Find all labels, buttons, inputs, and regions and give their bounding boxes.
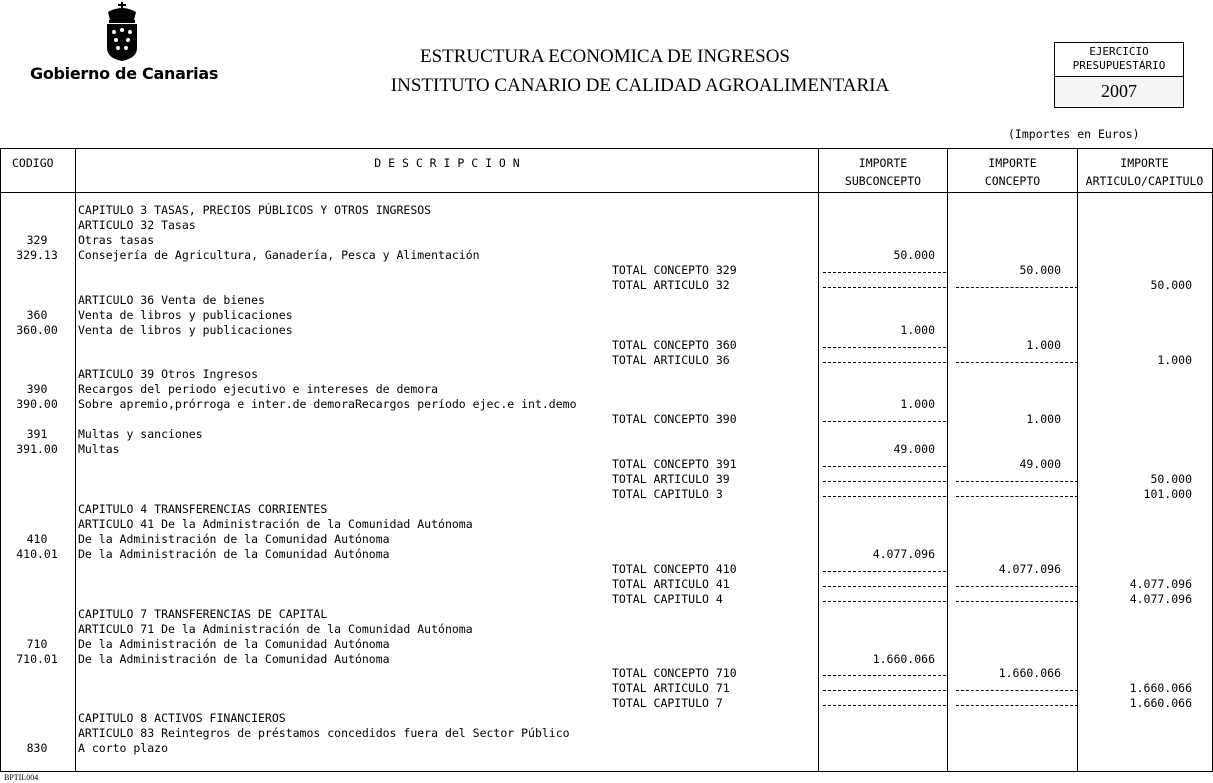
row-description: Sobre apremio,prórroga e inter.de demoraRecargos período ejec.e int.demo <box>78 397 577 412</box>
header-importe-art-line2: ARTICULO/CAPITULO <box>1085 174 1204 188</box>
row-importe-articulo: 1.660.066 <box>1129 696 1192 711</box>
row-code: 329.13 <box>16 247 58 262</box>
row-code: 391 <box>26 427 48 442</box>
table-row <box>0 487 1213 502</box>
row-total-label: TOTAL ARTICULO 71 <box>612 681 730 696</box>
row-code: 329 <box>26 232 48 247</box>
row-importe-concepto: 4.077.096 <box>998 561 1061 576</box>
row-importe-articulo: 1.660.066 <box>1129 681 1192 696</box>
row-importe-subconcepto: 50.000 <box>893 247 935 262</box>
row-importe-subconcepto: 1.000 <box>900 397 935 412</box>
table-row <box>0 248 1213 263</box>
dashed-rule <box>823 347 946 348</box>
dashed-rule <box>823 421 946 422</box>
row-code: 710.01 <box>16 651 58 666</box>
row-importe-articulo: 50.000 <box>1150 277 1192 292</box>
row-description: A corto plazo <box>78 741 169 756</box>
row-description: ARTICULO 32 Tasas <box>78 217 196 232</box>
table-row <box>0 696 1213 711</box>
row-code: 710 <box>26 636 48 651</box>
dashed-rule <box>956 705 1078 706</box>
dashed-rule <box>823 466 946 467</box>
row-description: CAPITULO 3 TASAS, PRECIOS PÚBLICOS Y OTROS INGRESOS <box>78 203 432 217</box>
table-row <box>0 637 1213 652</box>
header-importe-sub-line2: SUBCONCEPTO <box>844 174 922 188</box>
row-code: 830 <box>26 741 48 756</box>
table-row <box>0 577 1213 592</box>
table-row <box>0 666 1213 681</box>
row-code: 360.00 <box>16 322 58 337</box>
row-description: Venta de libros y publicaciones <box>78 322 293 337</box>
table-row <box>0 681 1213 696</box>
table-row <box>0 726 1213 741</box>
table-row <box>0 338 1213 353</box>
header-importe-articulo <box>1078 154 1211 190</box>
report-code: BPTIL004 <box>4 773 39 782</box>
row-description: De la Administración de la Comunidad Autónoma <box>78 546 390 561</box>
row-total-label: TOTAL CAPITULO 3 <box>612 487 723 502</box>
table-row <box>0 263 1213 278</box>
table-row <box>0 367 1213 382</box>
table-row <box>0 472 1213 487</box>
table-row <box>0 622 1213 637</box>
table-row <box>0 592 1213 607</box>
row-importe-concepto: 1.660.066 <box>998 666 1061 681</box>
row-total-label: TOTAL ARTICULO 36 <box>612 352 730 367</box>
table-row <box>0 397 1213 412</box>
importes-note: (Importes en Euros) <box>1008 127 1140 141</box>
row-importe-concepto: 1.000 <box>1026 337 1061 352</box>
row-code: 391.00 <box>16 442 58 457</box>
row-description: ARTICULO 71 De la Administración de la Comunidad Autónoma <box>78 621 473 636</box>
row-description: CAPITULO 4 TRANSFERENCIAS CORRIENTES <box>78 502 328 516</box>
header-descripcion: D E S C R I P C I O N <box>374 156 520 170</box>
table-row <box>0 353 1213 368</box>
row-importe-concepto: 50.000 <box>1019 262 1061 277</box>
gobierno-de-canarias-logo <box>20 2 220 92</box>
row-total-label: TOTAL CAPITULO 4 <box>612 591 723 606</box>
dashed-rule <box>823 690 946 691</box>
ejercicio-label-line2: PRESUPUESTARIO <box>1072 59 1166 72</box>
row-description: Recargos del periodo ejecutivo e intereses de demora <box>78 382 439 397</box>
dashed-rule <box>956 287 1078 288</box>
row-total-label: TOTAL ARTICULO 32 <box>612 277 730 292</box>
dashed-rule <box>823 287 946 288</box>
table-row <box>0 517 1213 532</box>
header-importe-con-line2: CONCEPTO <box>984 174 1041 188</box>
dashed-rule <box>823 496 946 497</box>
row-importe-concepto: 49.000 <box>1019 457 1061 472</box>
row-description: Consejería de Agricultura, Ganadería, Pesca y Alimentación <box>78 247 480 262</box>
row-importe-subconcepto: 1.660.066 <box>872 651 935 666</box>
row-total-label: TOTAL CAPITULO 7 <box>612 696 723 711</box>
dashed-rule <box>823 675 946 676</box>
dashed-rule <box>823 272 946 273</box>
table-row <box>0 442 1213 457</box>
table-row <box>0 233 1213 248</box>
row-description: De la Administración de la Comunidad Autónoma <box>78 636 390 651</box>
ejercicio-box <box>1054 42 1184 108</box>
table-row <box>0 562 1213 577</box>
row-description: Multas y sanciones <box>78 427 203 442</box>
dashed-rule <box>956 362 1078 363</box>
row-importe-articulo: 101.000 <box>1143 487 1192 502</box>
header-divider <box>0 192 1213 193</box>
dashed-rule <box>823 705 946 706</box>
table-row <box>0 547 1213 562</box>
row-description: Venta de libros y publicaciones <box>78 307 293 322</box>
header-importe-con-line1: IMPORTE <box>988 156 1037 170</box>
dashed-rule <box>956 496 1078 497</box>
dashed-rule <box>956 601 1078 602</box>
table-row <box>0 457 1213 472</box>
row-total-label: TOTAL CONCEPTO 410 <box>612 561 737 576</box>
table-row <box>0 323 1213 338</box>
table-row <box>0 218 1213 233</box>
row-importe-articulo: 4.077.096 <box>1129 591 1192 606</box>
header-importe-subconcepto <box>819 154 947 190</box>
table-row <box>0 427 1213 442</box>
row-description: ARTICULO 39 Otros Ingresos <box>78 367 259 382</box>
row-importe-articulo: 50.000 <box>1150 472 1192 487</box>
report-title: ESTRUCTURA ECONOMICA DE INGRESOS <box>419 46 790 67</box>
logo-text: Gobierno de Canarias <box>30 64 219 83</box>
row-description: De la Administración de la Comunidad Autónoma <box>78 651 390 666</box>
row-importe-concepto: 1.000 <box>1026 412 1061 427</box>
row-description: CAPITULO 7 TRANSFERENCIAS DE CAPITAL <box>78 606 328 621</box>
row-importe-subconcepto: 49.000 <box>893 442 935 457</box>
row-code: 410 <box>26 531 48 546</box>
row-total-label: TOTAL ARTICULO 39 <box>612 472 730 487</box>
report-subtitle: INSTITUTO CANARIO DE CALIDAD AGROALIMENTARIA <box>390 75 890 96</box>
table-row <box>0 532 1213 547</box>
ejercicio-year: 2007 <box>1055 77 1183 105</box>
row-total-label: TOTAL CONCEPTO 360 <box>612 337 737 352</box>
table-row <box>0 502 1213 517</box>
dashed-rule <box>956 481 1078 482</box>
row-description: Otras tasas <box>78 232 155 247</box>
table-row <box>0 308 1213 323</box>
table-row <box>0 203 1213 218</box>
row-description: Multas <box>78 442 120 457</box>
row-code: 360 <box>26 307 48 322</box>
dashed-rule <box>823 601 946 602</box>
table-row <box>0 741 1213 756</box>
dashed-rule <box>823 586 946 587</box>
row-description: ARTICULO 36 Venta de bienes <box>78 292 265 307</box>
dashed-rule <box>823 481 946 482</box>
table-row <box>0 382 1213 397</box>
row-total-label: TOTAL ARTICULO 41 <box>612 576 730 591</box>
row-importe-articulo: 4.077.096 <box>1129 576 1192 591</box>
dashed-rule <box>823 362 946 363</box>
header-importe-sub-line1: IMPORTE <box>858 156 908 170</box>
header-importe-art-line1: IMPORTE <box>1120 156 1169 170</box>
row-importe-subconcepto: 1.000 <box>900 322 935 337</box>
ejercicio-label <box>1055 43 1183 77</box>
dashed-rule <box>956 690 1078 691</box>
row-total-label: TOTAL CONCEPTO 329 <box>612 262 737 277</box>
header-codigo: CODIGO <box>12 156 54 170</box>
row-description: CAPITULO 8 ACTIVOS FINANCIEROS <box>78 711 286 726</box>
row-code: 410.01 <box>16 546 58 561</box>
dashed-rule <box>823 571 946 572</box>
row-description: ARTICULO 83 Reintegros de préstamos concedidos fuera del Sector Público <box>78 726 570 741</box>
row-total-label: TOTAL CONCEPTO 710 <box>612 666 737 681</box>
row-description: De la Administración de la Comunidad Autónoma <box>78 531 390 546</box>
row-importe-articulo: 1.000 <box>1157 352 1192 367</box>
row-importe-subconcepto: 4.077.096 <box>872 546 935 561</box>
table-row <box>0 278 1213 293</box>
header-importe-concepto <box>948 154 1077 190</box>
row-total-label: TOTAL CONCEPTO 390 <box>612 412 737 427</box>
ejercicio-label-line1: EJERCICIO <box>1089 45 1149 58</box>
table-row <box>0 711 1213 726</box>
table-row <box>0 607 1213 622</box>
report-titles <box>330 42 950 100</box>
table-row <box>0 652 1213 667</box>
coat-of-arms-icon <box>102 2 142 62</box>
row-description: ARTICULO 41 De la Administración de la Comunidad Autónoma <box>78 516 473 531</box>
row-total-label: TOTAL CONCEPTO 391 <box>612 457 737 472</box>
row-code: 390 <box>26 382 48 397</box>
row-code: 390.00 <box>16 397 58 412</box>
table-row <box>0 293 1213 308</box>
dashed-rule <box>956 586 1078 587</box>
table-row <box>0 412 1213 427</box>
